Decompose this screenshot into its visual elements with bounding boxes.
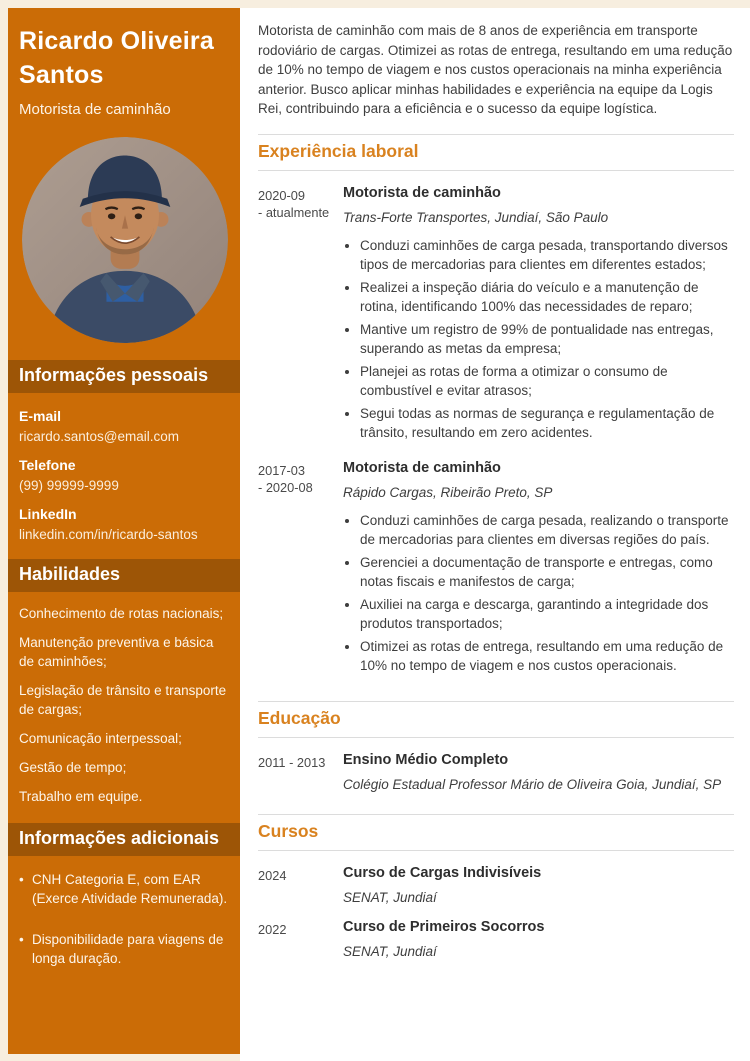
course-org: SENAT, Jundiaí bbox=[343, 889, 437, 905]
skill-item: Conhecimento de rotas nacionais; bbox=[19, 606, 224, 621]
course-org: SENAT, Jundiaí bbox=[343, 943, 437, 959]
bullet-item: • Conduzi caminhões de carga pesada, realizando o transporte de mercadorias para clientes em diversas regiões do país. bbox=[360, 511, 734, 550]
profile-photo bbox=[22, 137, 228, 343]
section-header-courses bbox=[258, 814, 734, 851]
entry-company: Rápido Cargas, Ribeirão Preto, SP bbox=[343, 484, 553, 500]
course-name: Curso de Primeiros Socorros bbox=[343, 918, 545, 935]
candidate-job-title: Motorista de caminhão bbox=[19, 101, 171, 118]
section-header-education bbox=[258, 701, 734, 738]
skill-item: Manutenção preventiva e básica de caminhões; bbox=[19, 635, 214, 669]
entry-dates bbox=[258, 185, 343, 446]
section-title-experience: Experiência laboral bbox=[258, 140, 419, 161]
section-title-courses: Cursos bbox=[258, 820, 319, 841]
experience-bullet-list bbox=[343, 511, 734, 676]
bullet-item: • Planejei as rotas de forma a otimizar o consumo de combustível e evitar atrasos; bbox=[360, 362, 734, 401]
bullet-item: • Gerenciei a documentação de transporte e entregas, como notas fiscais e manifestos de carga; bbox=[360, 553, 734, 592]
additional-info-list bbox=[19, 870, 230, 968]
course-name: Curso de Cargas Indivisíveis bbox=[343, 864, 542, 881]
section-header-experience bbox=[258, 134, 734, 171]
additional-info-item: • CNH Categoria E, com EAR (Exerce Atividade Remunerada). bbox=[19, 870, 230, 908]
contact-value-phone: (99) 99999-9999 bbox=[19, 478, 119, 493]
entry-date-end: - atualmente bbox=[258, 204, 330, 220]
main-content bbox=[240, 8, 750, 1061]
course-entry bbox=[258, 919, 734, 959]
entry-role: Motorista de caminhão bbox=[343, 184, 501, 201]
sidebar-section-title-personal: Informações pessoais bbox=[8, 360, 240, 393]
entry-date-start: 2017-03 bbox=[258, 462, 305, 478]
contact-label-linkedin: LinkedIn bbox=[19, 506, 77, 522]
entry-date-start: 2020-09 bbox=[258, 187, 305, 203]
summary-text: Motorista de caminhão com mais de 8 anos de experiência em transporte rodoviário de cargas. Otimizei as rotas de entrega, resultando em uma redução de 10% no tempo de viagem e nos custos operacionais na minha experiência anterior. Busco aplicar minhas habilidades e experiência na equipe da Logis Rei, contribuindo para a eficiência e o sucesso da equipe logística. bbox=[258, 23, 733, 116]
sidebar-section-title-skills: Habilidades bbox=[8, 559, 240, 592]
profile-photo-illustration bbox=[22, 137, 228, 343]
experience-entry bbox=[258, 185, 734, 446]
candidate-name: Ricardo Oliveira Santos bbox=[19, 27, 214, 89]
entry-dates bbox=[258, 460, 343, 679]
entry-role: Motorista de caminhão bbox=[343, 459, 501, 476]
contact-value-email: ricardo.santos@email.com bbox=[19, 429, 180, 444]
skill-item: Comunicação interpessoal; bbox=[19, 731, 182, 746]
contact-label-email: E-mail bbox=[19, 408, 62, 424]
entry-company: Trans-Forte Transportes, Jundiaí, São Paulo bbox=[343, 209, 609, 225]
sidebar bbox=[8, 8, 240, 1054]
bullet-item: • Auxiliei na carga e descarga, garantindo a integridade dos produtos transportados; bbox=[360, 595, 734, 634]
entry-date-end: - 2020-08 bbox=[258, 479, 313, 495]
entry-dates: 2022 bbox=[258, 921, 287, 937]
bullet-item: • Otimizei as rotas de entrega, resultando em uma redução de 10% no tempo de viagem e nos custos operacionais. bbox=[360, 637, 734, 676]
contact-label-phone: Telefone bbox=[19, 457, 76, 473]
education-degree: Ensino Médio Completo bbox=[343, 751, 509, 768]
additional-info-item: • Disponibilidade para viagens de longa duração. bbox=[19, 930, 230, 968]
bullet-item: • Mantive um registro de 99% de pontualidade nas entregas, superando as metas da empresa; bbox=[360, 320, 734, 359]
education-entry bbox=[258, 752, 734, 792]
bullet-item: • Conduzi caminhões de carga pesada, transportando diversos tipos de mercadorias para clientes em diferentes estados; bbox=[360, 236, 734, 275]
skill-item: Gestão de tempo; bbox=[19, 760, 127, 775]
skill-item: Trabalho em equipe. bbox=[19, 789, 143, 804]
sidebar-section-title-additional: Informações adicionais bbox=[8, 823, 240, 856]
education-school: Colégio Estadual Professor Mário de Oliveira Goia, Jundiaí, SP bbox=[343, 776, 722, 792]
entry-dates: 2024 bbox=[258, 867, 287, 883]
contact-value-linkedin: linkedin.com/in/ricardo-santos bbox=[19, 527, 198, 542]
skill-item: Legislação de trânsito e transporte de cargas; bbox=[19, 683, 227, 717]
entry-dates: 2011 - 2013 bbox=[258, 754, 326, 770]
bullet-item: • Realizei a inspeção diária do veículo e a manutenção de rotina, identificando 100% das necessidades de reparo; bbox=[360, 278, 734, 317]
bullet-item: • Segui todas as normas de segurança e regulamentação de trânsito, resultando em zero acidentes. bbox=[360, 404, 734, 443]
experience-bullet-list bbox=[343, 236, 734, 443]
course-entry bbox=[258, 865, 734, 905]
section-title-education: Educação bbox=[258, 707, 341, 728]
experience-entry bbox=[258, 460, 734, 679]
